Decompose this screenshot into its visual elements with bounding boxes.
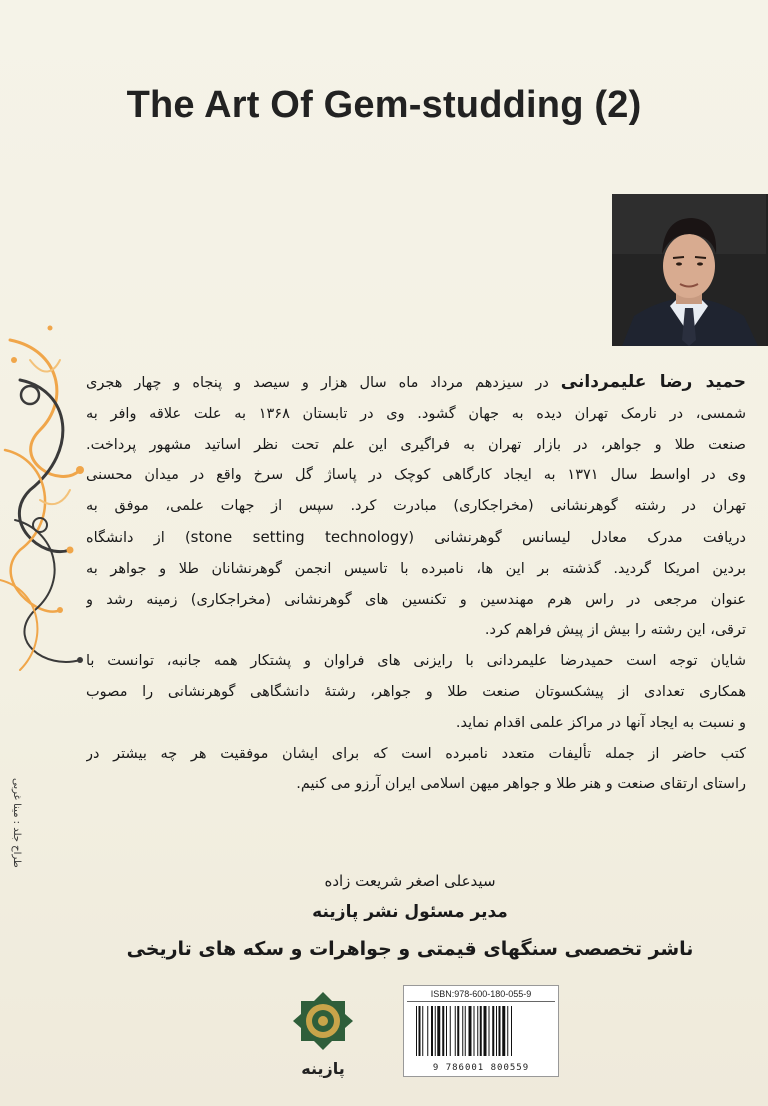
- bio-text: شایان توجه است حمیدرضا علیمردانی با رایزنی های فراوان و پشتکار همه جانبه، توانست با: [86, 653, 746, 670]
- barcode-bar: [489, 1006, 490, 1056]
- publisher-logo-text: پازینه: [301, 1059, 345, 1078]
- bio-text: در سیزدهم مرداد ماه سال هزار و سیصد و پنجاه و چهار هجری: [86, 375, 549, 391]
- publisher-logo: [292, 990, 354, 1090]
- signature-role: مدیر مسئول نشر پازینه: [312, 902, 508, 922]
- barcode-bar: [427, 1006, 428, 1056]
- isbn-label: ISBN:978-600-180-055-9: [407, 989, 555, 1002]
- barcode-bar: [480, 1006, 482, 1056]
- isbn-barcode: [403, 985, 559, 1077]
- author-biography: [86, 367, 746, 800]
- barcode-bar: [492, 1006, 494, 1056]
- barcode-bar: [457, 1006, 459, 1056]
- bio-line: [86, 367, 746, 399]
- barcode-bar: [499, 1006, 501, 1056]
- bio-text: کتب حاضر از جمله تألیفات متعدد نامبرده است که برای ایشان موفقیت هر چه بیشتر در: [86, 745, 746, 762]
- barcode-bar: [465, 1006, 466, 1056]
- barcode-bar: [431, 1006, 433, 1056]
- bio-text: و نسبت به ایجاد آنها در مراکز علمی اقدام نماید.: [455, 714, 746, 731]
- barcode-bar: [422, 1006, 423, 1056]
- bio-latin-term: stone setting technology: [190, 527, 409, 546]
- signature-name: سیدعلی اصغر شریعت زاده: [324, 872, 496, 890]
- bio-text-end: ) از دانشگاه: [86, 529, 191, 546]
- bio-text: شمسی، در نارمک تهران دیده به جهان گشود. وی در تابستان ۱۳۶۸ به علت علاقه وافر به: [86, 405, 746, 422]
- author-name: حمید رضا علیمردانی: [560, 372, 746, 392]
- barcode-bar: [496, 1006, 497, 1056]
- publisher-description: ناشر تخصصی سنگهای قیمتی و جواهرات و سکه های تاریخی: [126, 938, 694, 960]
- bio-text: وی در اواسط سال ۱۳۷۱ به ایجاد کارگاهی کوچک در پاساژ گل سرخ واقع در میدان محسنی: [86, 467, 746, 484]
- bio-line: [86, 522, 746, 554]
- bio-line: [86, 585, 746, 616]
- barcode-bar: [442, 1006, 444, 1056]
- bio-text: صنعت طلا و جواهر، در بازار تهران به فراگیری این علم تحت نظر اساتید مشهور پرداخت.: [86, 436, 746, 453]
- bio-text: همکاری تعدادی از پیشکسوتان صنعت طلا و جواهر، رشتهٔ دانشگاهی گوهرنشانی را مصوب: [86, 683, 746, 700]
- barcode-bar: [446, 1006, 447, 1056]
- barcode-bar: [469, 1006, 472, 1056]
- barcode-bars: [414, 1006, 548, 1056]
- bio-text: بردین امریکا گردید. گذشته بر این ها، نامبرده با تاسیس انجمن گوهرنشانان طلا و جواهر به: [86, 560, 746, 577]
- bio-text: دریافت مدرک معادل لیسانس گوهرنشانی (: [408, 529, 746, 546]
- barcode-bar: [416, 1006, 417, 1056]
- bio-text: راستای ارتقای صنعت و هنر طلا و جواهر میهن اسلامی ایران آرزو می کنیم.: [296, 776, 746, 793]
- author-photo: [612, 194, 768, 346]
- barcode-bar: [419, 1006, 421, 1056]
- barcode-bar: [507, 1006, 508, 1056]
- barcode-bar: [435, 1006, 436, 1056]
- barcode-bar: [474, 1006, 475, 1056]
- book-title: The Art Of Gem-studding (2): [126, 84, 642, 126]
- bio-line: [86, 646, 746, 677]
- bio-line: [86, 430, 746, 461]
- bio-line: [86, 677, 746, 708]
- bio-line: [86, 615, 746, 646]
- bio-line: [86, 739, 746, 770]
- barcode-bar: [450, 1006, 451, 1056]
- bio-text: تهران در رشته گوهرنشانی (مخراجکاری) مبادرت کرد. سپس از جهات علمی، موفق به: [86, 498, 746, 515]
- isbn-digits: 9 786001 800559: [432, 1063, 530, 1073]
- bio-text: ترقی، این رشته را بیش از پیش فراهم کرد.: [484, 622, 746, 639]
- barcode-bar: [511, 1006, 512, 1056]
- bio-line: [86, 708, 746, 739]
- barcode-bar: [437, 1006, 440, 1056]
- bio-text: عنوان مرجعی در راس هرم مهندسین و تکنسین های گوهرنشانی (مخراجکاری) زمینه رشد و: [86, 591, 746, 608]
- bio-line: [86, 460, 746, 491]
- barcode-bar: [462, 1006, 463, 1056]
- bio-line: [86, 554, 746, 585]
- bio-line: [86, 399, 746, 430]
- cover-designer-credit: طراح جلد : مینا غربی: [11, 778, 22, 868]
- barcode-bar: [502, 1006, 505, 1056]
- bio-line: [86, 491, 746, 522]
- barcode-bar: [455, 1006, 456, 1056]
- floral-ornament: [0, 320, 96, 700]
- barcode-bar: [477, 1006, 478, 1056]
- bio-line: [86, 769, 746, 800]
- barcode-bar: [484, 1006, 487, 1056]
